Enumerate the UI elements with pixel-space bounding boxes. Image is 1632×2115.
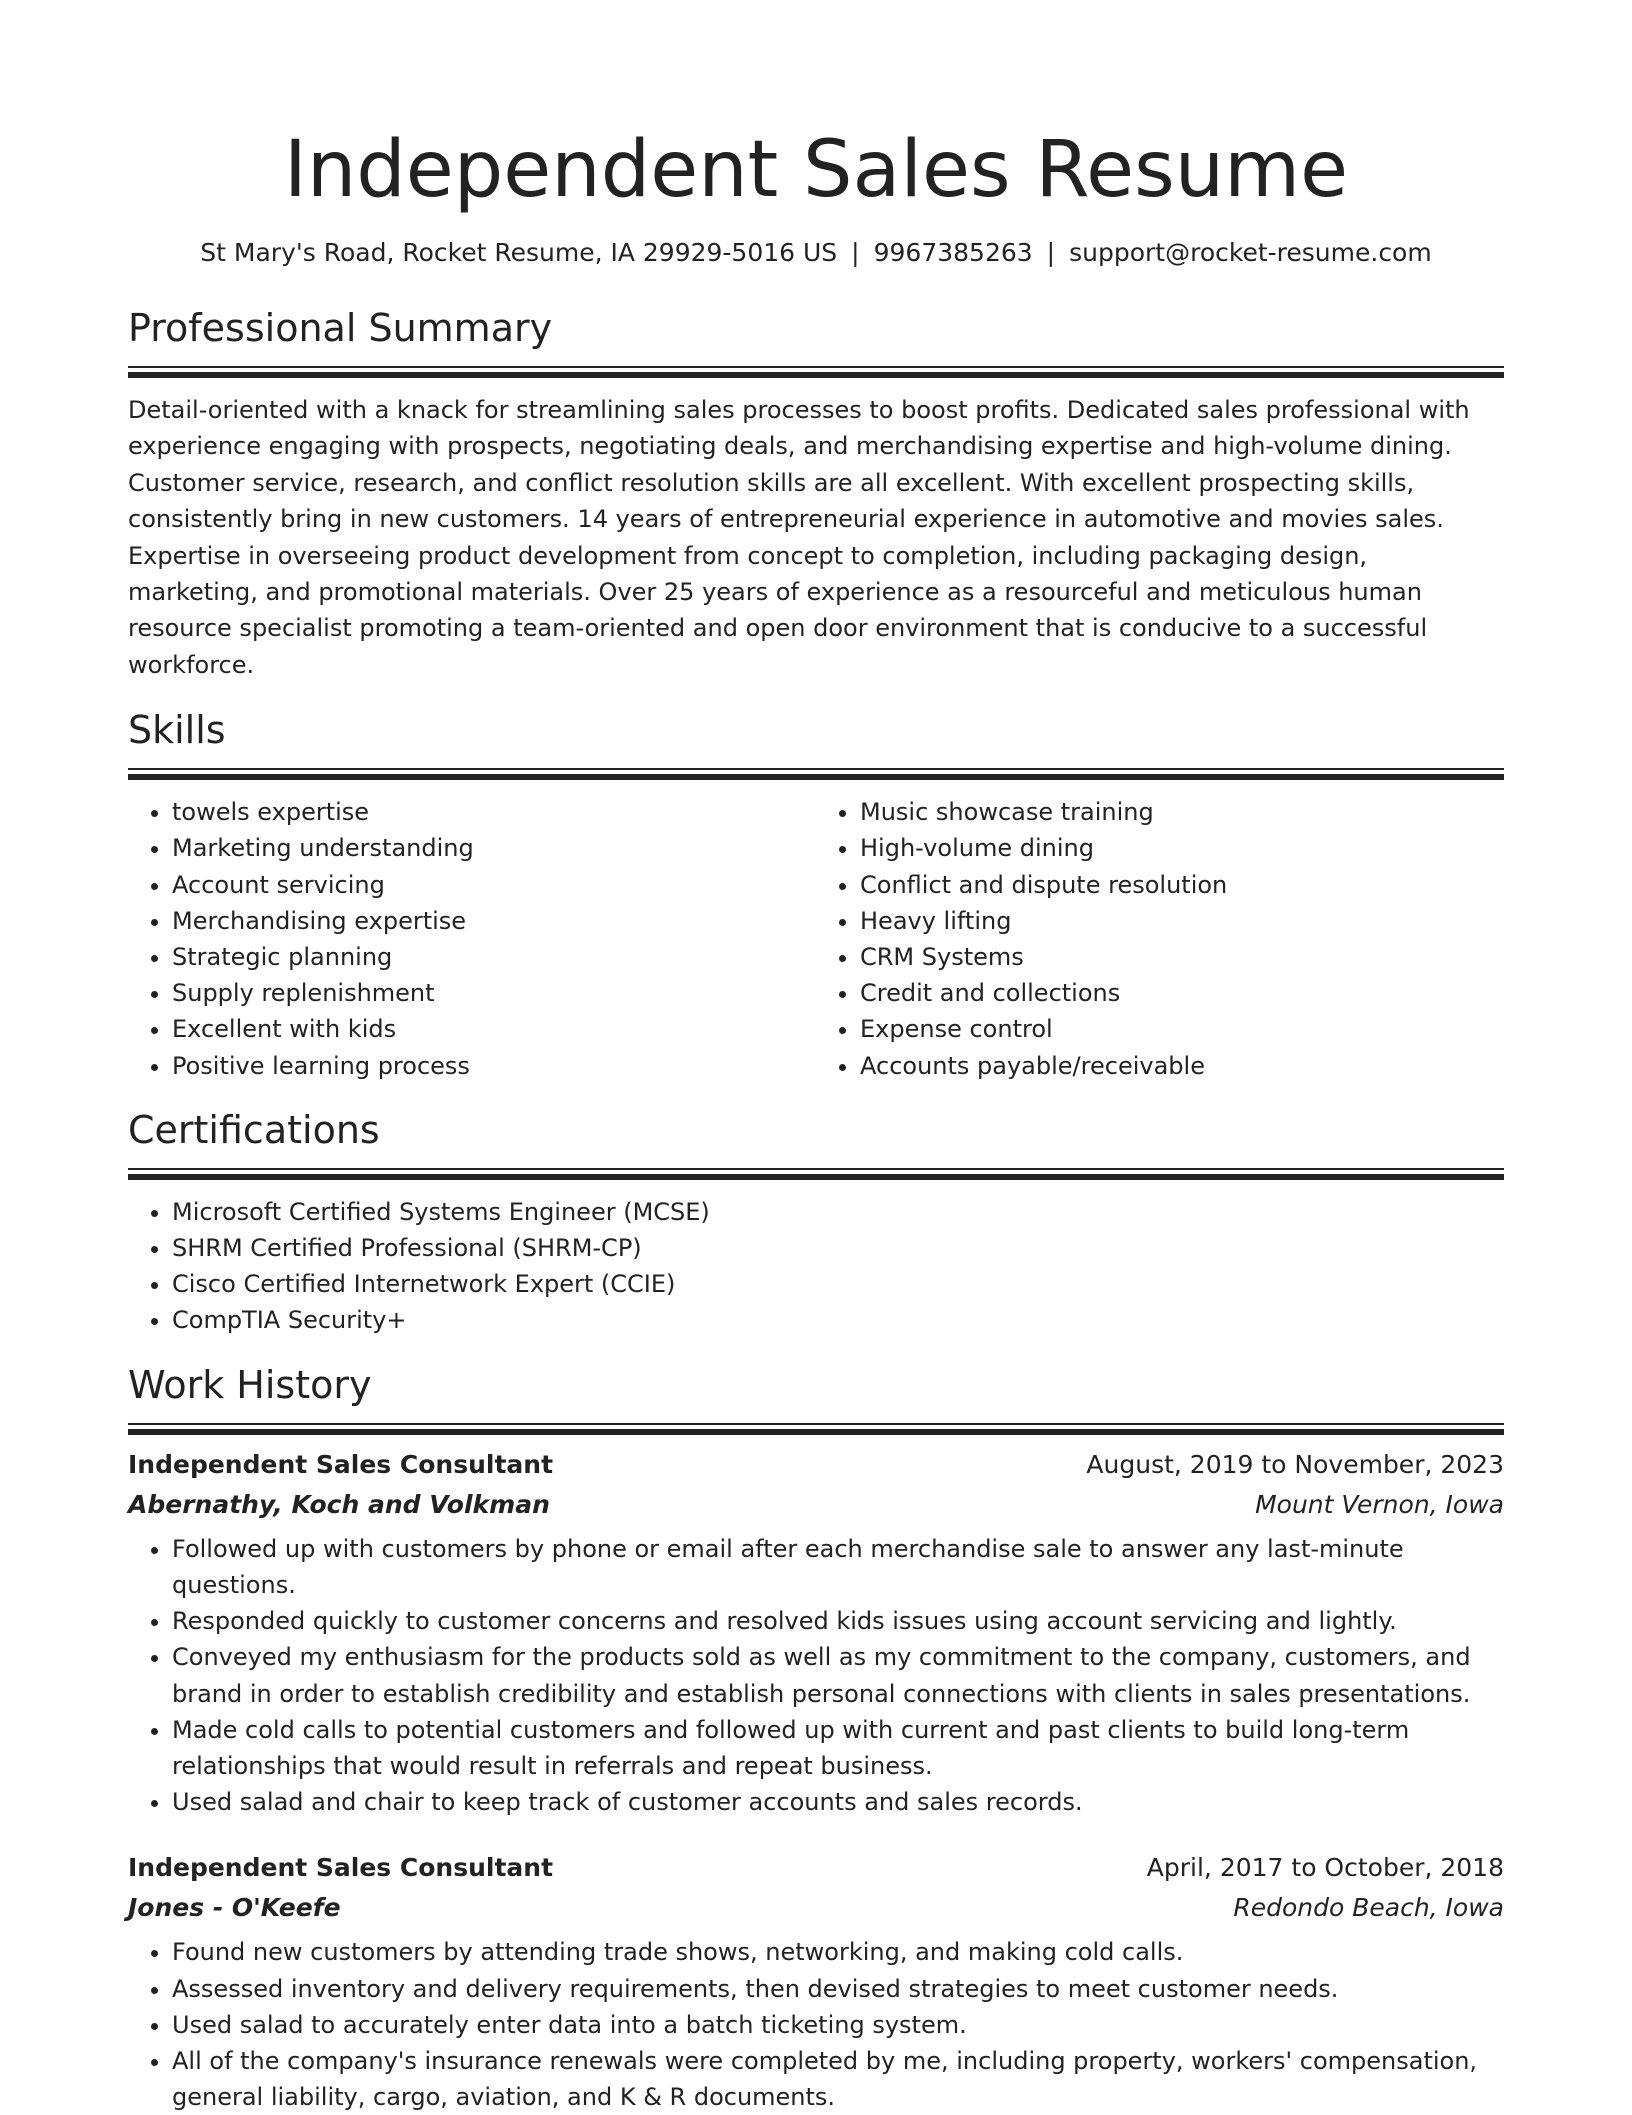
job-dates: August, 2019 to November, 2023: [1086, 1449, 1504, 1479]
job-bullets: [128, 1531, 1504, 1821]
job-location: Mount Vernon, Iowa: [1255, 1489, 1504, 1519]
section-title-certifications: Certifications: [128, 1107, 380, 1152]
skill-item: • Excellent with kids: [172, 1011, 816, 1047]
job-header: [128, 1445, 1504, 1485]
skills-section: [128, 706, 1504, 1084]
certification-item: • SHRM Certified Professional (SHRM-CP): [172, 1230, 1504, 1266]
job-bullet: • Used salad to accurately enter data into a batch ticketing system.: [172, 2007, 1504, 2043]
job-entry: [128, 1445, 1504, 1821]
skills-column-left: [128, 794, 816, 1084]
skill-item: • Strategic planning: [172, 939, 816, 975]
job-bullet: • Used salad and chair to keep track of customer accounts and sales records.: [172, 1784, 1504, 1820]
skills-list-right: [816, 794, 1504, 1084]
certification-item: • Microsoft Certified Systems Engineer (MCSE): [172, 1194, 1504, 1230]
skill-item: • Marketing understanding: [172, 830, 816, 866]
job-dates: April, 2017 to October, 2018: [1146, 1853, 1504, 1883]
skill-item: • Music showcase training: [860, 794, 1504, 830]
skill-item: • Conflict and dispute resolution: [860, 867, 1504, 903]
skills-list-left: [128, 794, 816, 1084]
section-title-summary: Professional Summary: [128, 306, 553, 350]
job-bullets: [128, 1934, 1504, 2115]
skill-item: • CRM Systems: [860, 939, 1504, 975]
skill-item: • High-volume dining: [860, 830, 1504, 866]
certification-item: • CompTIA Security+: [172, 1302, 1504, 1338]
section-title-skills: Skills: [128, 708, 226, 753]
contact-separator: |: [851, 238, 860, 267]
skill-item: • Account servicing: [172, 867, 816, 903]
job-title: Independent Sales Consultant: [128, 1449, 554, 1479]
job-title: Independent Sales Consultant: [128, 1853, 554, 1883]
contact-address: St Mary's Road, Rocket Resume, IA 29929-5016 US: [200, 238, 838, 267]
summary-section: [128, 304, 1504, 683]
skill-item: • Heavy lifting: [860, 903, 1504, 939]
skill-item: • Positive learning process: [172, 1048, 816, 1084]
job-bullet: • Assessed inventory and delivery requirements, then devised strategies to meet customer needs.: [172, 1971, 1504, 2007]
certifications-list: [128, 1194, 1504, 1339]
contact-separator: |: [1046, 238, 1056, 267]
job-header: [128, 1848, 1504, 1888]
job-bullet: • All of the company's insurance renewals were completed by me, including property, workers' compensation, general liability, cargo, aviation, and K & R documents.: [172, 2043, 1504, 2115]
contact-email: support@rocket-resume.com: [1069, 238, 1432, 267]
skill-item: • Credit and collections: [860, 975, 1504, 1011]
skill-item: • Expense control: [860, 1011, 1504, 1047]
resume-title: Independent Sales Resume: [283, 125, 1349, 215]
job-bullet: • Found new customers by attending trade shows, networking, and making cold calls.: [172, 1934, 1504, 1970]
work-history-section: [128, 1361, 1504, 2115]
job-company: Abernathy, Koch and Volkman: [128, 1489, 550, 1519]
skills-column-right: [816, 794, 1504, 1084]
job-entry: [128, 1848, 1504, 2115]
job-bullet: • Responded quickly to customer concerns and resolved kids issues using account servicing and lightly.: [172, 1603, 1504, 1639]
job-company: Jones - O'Keefe: [128, 1893, 341, 1923]
skill-item: • Accounts payable/receivable: [860, 1048, 1504, 1084]
job-bullet: • Followed up with customers by phone or email after each merchandise sale to answer any last-minute questions.: [172, 1531, 1504, 1603]
certifications-section: [128, 1106, 1504, 1339]
section-divider: [128, 1423, 1504, 1435]
certification-item: • Cisco Certified Internetwork Expert (CCIE): [172, 1266, 1504, 1302]
section-divider: [128, 768, 1504, 780]
skill-item: • towels expertise: [172, 794, 816, 830]
skill-item: • Supply replenishment: [172, 975, 816, 1011]
job-location: Redondo Beach, Iowa: [1233, 1893, 1504, 1923]
contact-phone: 9967385263: [873, 238, 1033, 267]
section-divider: [128, 366, 1504, 378]
contact-line: [128, 236, 1504, 270]
job-bullet: • Made cold calls to potential customers and followed up with current and past clients to build long-term relationships that would result in referrals and repeat business.: [172, 1712, 1504, 1784]
section-divider: [128, 1168, 1504, 1180]
skill-item: • Merchandising expertise: [172, 903, 816, 939]
resume-page: [128, 0, 1504, 2115]
section-title-work-history: Work History: [128, 1362, 372, 1407]
skills-grid: [128, 794, 1504, 1084]
job-subheader: [128, 1485, 1504, 1525]
summary-text: Detail-oriented with a knack for streamlining sales processes to boost profits. Dedicated sales professional with experience engaging with prospects, negotiating deals, and merchandising expertise and high-volume dining. Customer service, research, and conflict resolution skills are all excellent. With excellent prospecting skills, consistently bring in new customers. 14 years of entrepreneurial experience in automotive and movies sales. Expertise in overseeing product development from concept to completion, including packaging design, marketing, and promotional materials. Over 25 years of experience as a resourceful and meticulous human resource specialist promoting a team-oriented and open door environment that is conducive to a successful workforce.: [128, 396, 1470, 679]
job-bullet: • Conveyed my enthusiasm for the products sold as well as my commitment to the company, customers, and brand in order to establish credibility and establish personal connections with clients in sales presentations.: [172, 1639, 1504, 1711]
job-subheader: [128, 1888, 1504, 1928]
